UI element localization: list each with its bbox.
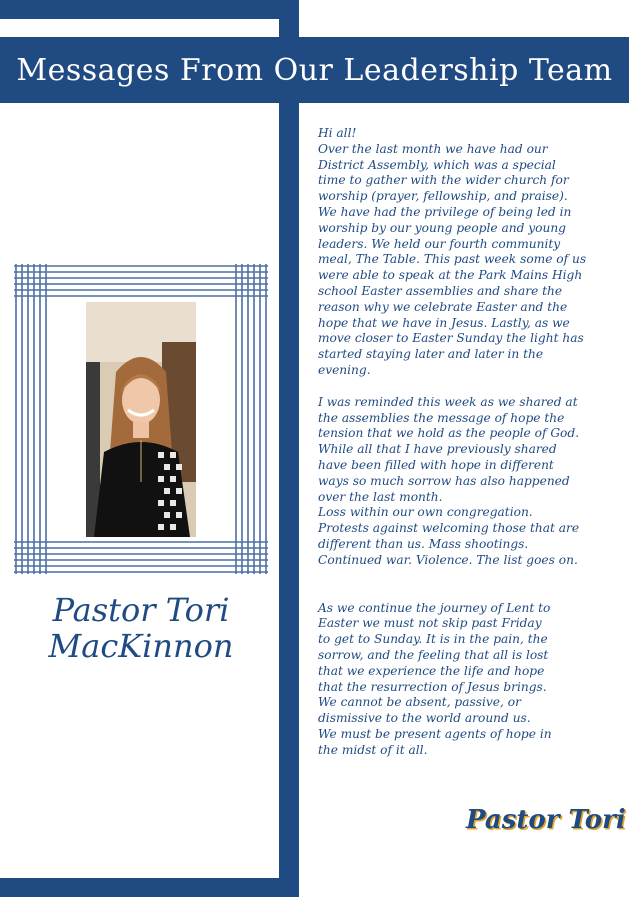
message-paragraph: As we continue the journey of Lent to Easter we must not skip past Friday to get to Sunday. It is in the pain, the sorrow, and the feeling that all is lost that we experience the life and hope that the resurrection of Jesus brings. We cannot be absent, passive, or dismissive to the world around us. We must be present agents of hope in the midst of it all. bbox=[318, 600, 552, 757]
signature: Pastor Tori bbox=[466, 805, 626, 835]
portrait-photo-icon bbox=[86, 302, 196, 537]
page-title: Messages From Our Leadership Team bbox=[0, 37, 629, 103]
message-body bbox=[318, 126, 618, 758]
message-paragraph: Hi all! Over the last month we have had our District Assembly, which was a special time to gather with the wider church for worship (prayer, fellowship, and praise). We have had the privilege of being led in worship by our young people and young leaders. We held our fourth community meal, The Table. This past week some of us were able to speak at the Park Mains High school Easter assemblies and share the reason why we celebrate Easter and the hope that we have in Jesus. Lastly, as we move closer to Easter Sunday the light has started staying later and later in the evening. bbox=[318, 126, 587, 377]
pastor-name: Pastor Tori MacKinnon bbox=[48, 591, 234, 665]
message-paragraph: I was reminded this week as we shared at the assemblies the message of hope the tension that we hold as the people of God. While all that I have previously shared have been filled with hope in different ways so much sorrow has also happened over the last month. Loss within our own congregation. Protests against welcoming those that are different than us. Mass shootings. Continued war. Violence. The list goes on. bbox=[318, 394, 580, 567]
